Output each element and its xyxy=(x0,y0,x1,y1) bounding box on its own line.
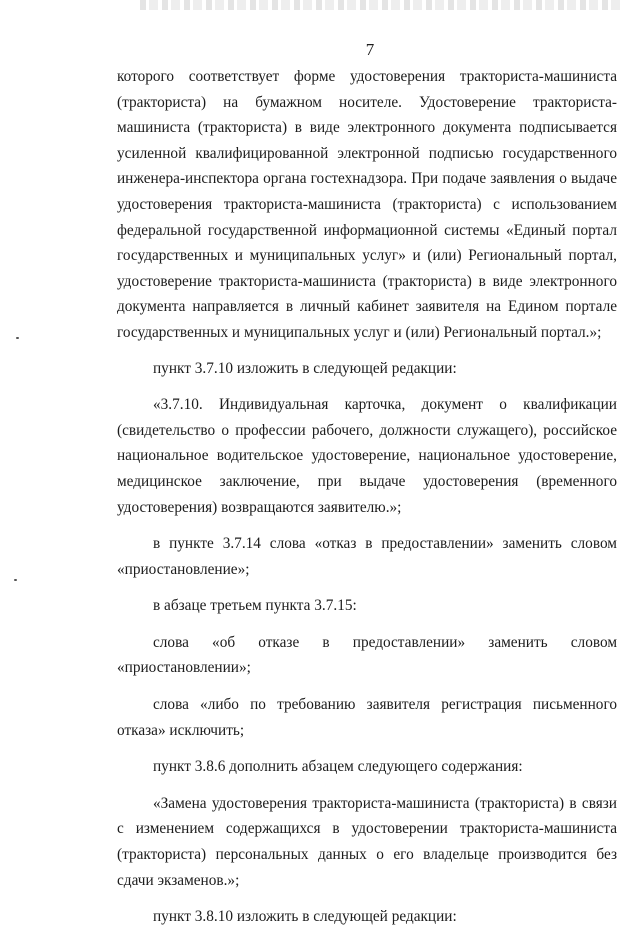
scan-artifact xyxy=(140,0,620,10)
paragraph: «3.7.10. Индивидуальная карточка, документ о квалификации (свидетельство о профессии рабочего, должности служащего), российское национальное водительское удостоверение, национальное удостоверение, медицинское заключение, при выдаче удостоверения (временного удостоверения) возвращаются заявителю.»; xyxy=(117,396,617,516)
paragraph: пункт 3.7.10 изложить в следующей редакции: xyxy=(153,359,457,377)
paragraph: пункт 3.8.10 изложить в следующей редакции: xyxy=(153,908,457,926)
paragraph: пункт 3.8.6 дополнить абзацем следующего содержания: xyxy=(153,758,523,776)
margin-mark xyxy=(16,337,19,339)
margin-mark xyxy=(14,579,17,581)
paragraph: в абзаце третьем пункта 3.7.15: xyxy=(153,597,357,615)
paragraph-continuation: которого соответствует форме удостоверения тракториста-машиниста (тракториста) на бумажном носителе. Удостоверение тракториста-машиниста (тракториста) в виде электронного документа подписывается усиленной квалифицированной электронной подписью государственного инженера-инспектора органа гостехнадзора. При подаче заявления о выдаче удостоверения тракториста-машиниста (тракториста) с использованием федеральной государственной информационной системы «Единый портал государственных и муниципальных услуг» и (или) Региональный портал, удостоверение тракториста-машиниста (тракториста) в виде электронного документа направляется в личный кабинет заявителя на Едином портале государственных и муниципальных услуг и (или) Региональный портал.»; xyxy=(117,68,617,341)
page-number: 7 xyxy=(365,40,375,59)
body-text xyxy=(117,64,617,941)
paragraph: «Замена удостоверения тракториста-машиниста (тракториста) в связи с изменением содержащихся в удостоверении тракториста-машиниста (тракториста) персональных данных о его владельце производится без сдачи экзаменов.»; xyxy=(117,794,617,889)
paragraph: слова «об отказе в предоставлении» заменить словом «приостановлении»; xyxy=(117,633,617,677)
paragraph: слова «либо по требованию заявителя регистрация письменного отказа» исключить; xyxy=(117,696,617,739)
paragraph: в пункте 3.7.14 слова «отказ в предоставлении» заменить словом «приостановление»; xyxy=(117,535,617,578)
